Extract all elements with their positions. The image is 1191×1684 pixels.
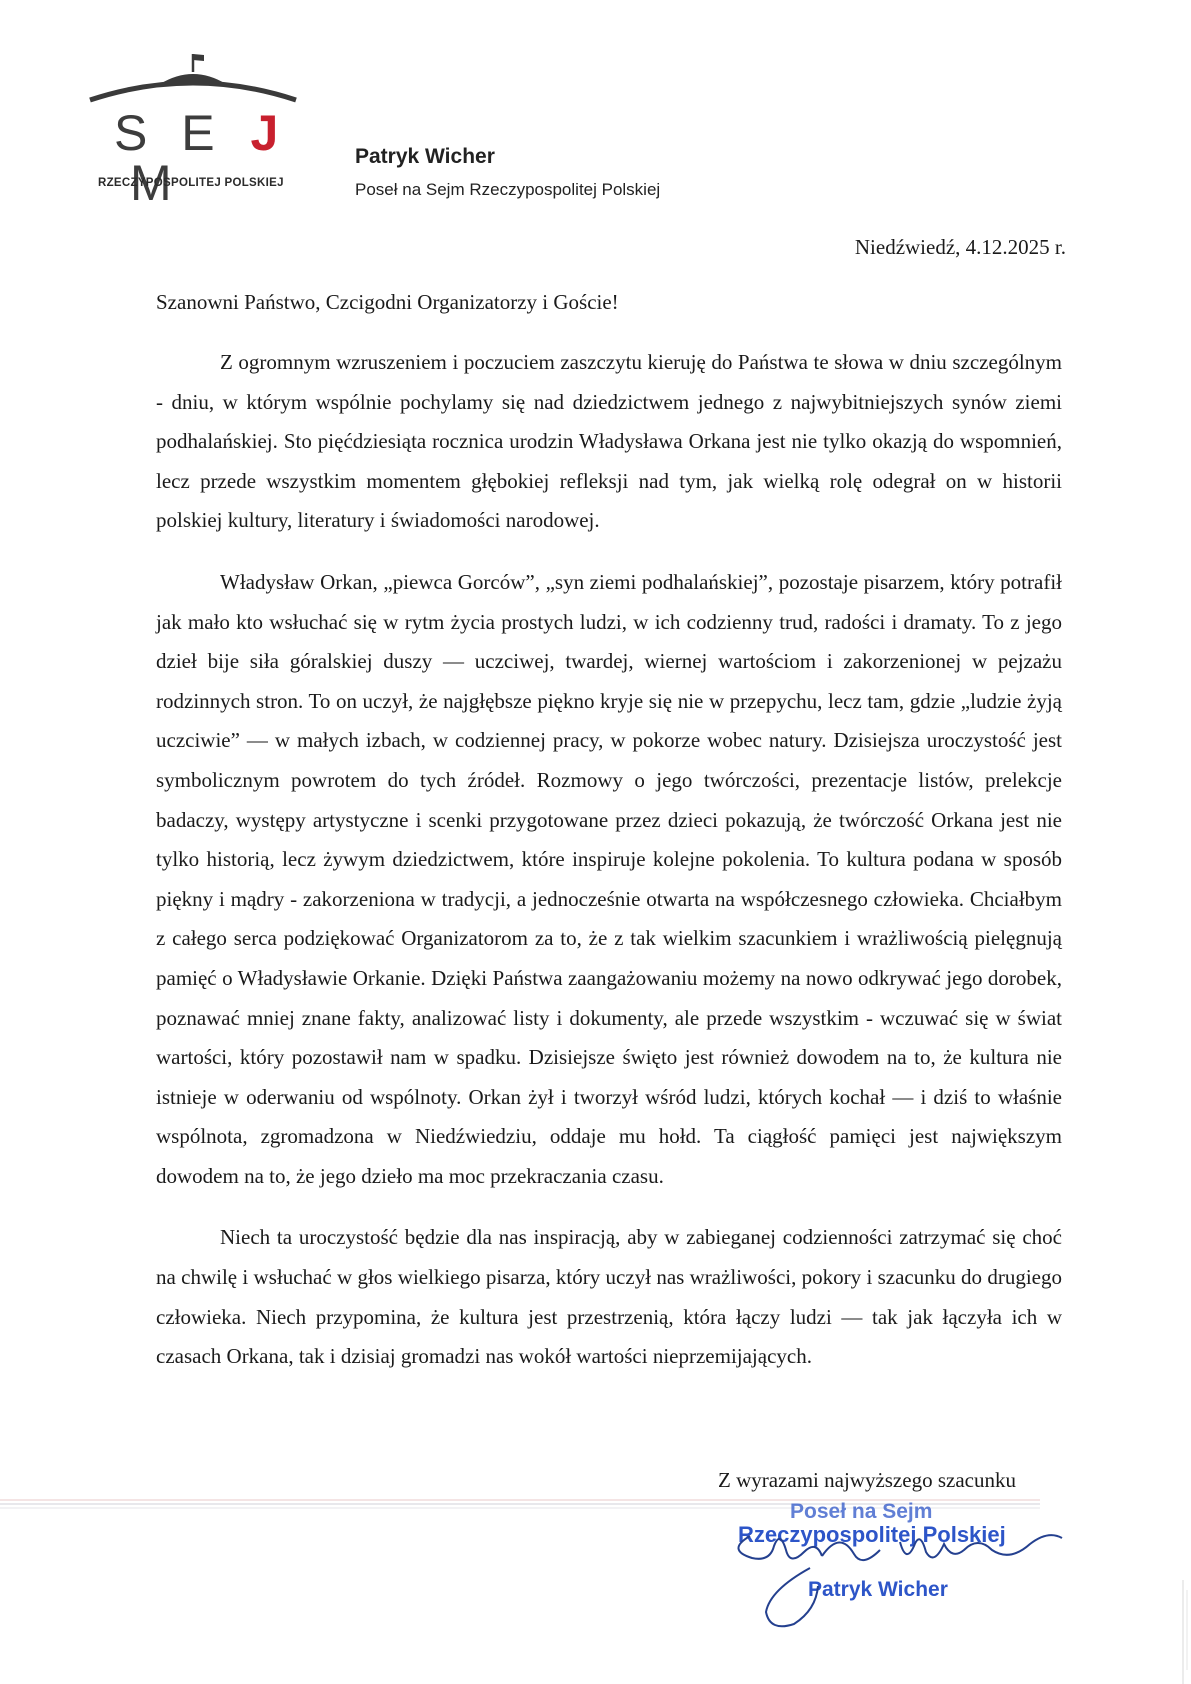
stamp-line-1: Poseł na Sejm — [790, 1500, 933, 1523]
paragraph-2: Władysław Orkan, „piewca Gorców”, „syn ziemi podhalańskiej”, pozostaje pisarzem, który potrafił jak mało kto wsłuchać się w rytm życia prostych ludzi, w ich codzienny trud, radości i dramaty. To z jego dzieł bije siła góralskiej duszy — uczciwej, twardej, wiernej wartościom i zakorzenionej w pejzażu rodzinnych stron. To on uczył, że najgłębsze piękno kryje się nie w przepychu, lecz tam, gdzie „ludzie żyją uczciwie” — w małych izbach, w codziennej pracy, w pokorze wobec natury. Dzisiejsza uroczystość jest symbolicznym powrotem do tych źródeł. Rozmowy o jego twórczości, prezentacje listów, prelekcje badaczy, występy artystyczne i scenki przygotowane przez dzieci pokazują, że twórczość Orkana jest nie tylko historią, lecz żywym dziedzictwem, które inspiruje kolejne pokolenia. To kultura podana w sposób piękny i mądry - zakorzeniona w tradycji, a jednocześnie otwarta na współczesnego człowieka. Chciałbym z całego serca podziękować Organizatorom za to, że z tak wielkim szacunkiem i wrażliwością pielęgnują pamięć o Władysławie Orkanie. Dzięki Państwa zaangażowaniu możemy na nowo odkrywać jego dorobek, poznawać mniej znane fakty, analizować listy i dokumenty, ale przede wszystkim - wczuwać się w świat wartości, który pozostawił nam w spadku. Dzisiejsze święto jest również dowodem na to, że kultura nie istnieje w oderwaniu od wspólnoty. Orkan żył i tworzył wśród ludzi, których kochał — i dziś to właśnie wspólnota, zgromadzona w Niedźwiedziu, oddaje mu hołd. Ta ciągłość pamięci jest największym dowodem na to, że jego dzieło ma moc przekraczania czasu. — [156, 569, 1062, 1188]
official-stamp — [730, 1500, 1070, 1630]
scan-edge-marks — [1161, 1580, 1191, 1684]
closing-phrase: Z wyrazami najwyższego szacunku — [718, 1468, 1016, 1492]
mp-name: Patryk Wicher — [355, 145, 495, 168]
stamp-line-3: Patryk Wicher — [808, 1578, 948, 1601]
sejm-logo — [88, 50, 298, 211]
logo-subtitle: RZECZYPOSPOLITEJ POLSKIEJ — [98, 177, 284, 189]
logo-letter-j: J — [250, 105, 282, 161]
paragraph-1: Z ogromnym wzruszeniem i poczuciem zaszczytu kieruję do Państwa te słowa w dniu szczególnym - dniu, w którym wspólnie pochylamy się nad dziedzictwem jednego z najwybitniejszych synów ziemi podhalańskiej. Sto pięćdziesiąta rocznica urodzin Władysława Orkana jest nie tylko okazją do wspomnień, lecz przede wszystkim momentem głębokiej refleksji nad tym, jak wielką rolę odegrał on w historii polskiej kultury, literatury i świadomości narodowej. — [156, 350, 1062, 533]
handwritten-signature — [730, 1500, 1070, 1630]
letter-body — [156, 343, 1062, 1399]
stamp-line-2: Rzeczypospolitej Polskiej — [738, 1522, 1006, 1547]
logo-letter-s: S — [114, 105, 151, 161]
sejm-wordmark — [114, 105, 284, 211]
salutation: Szanowni Państwo, Czcigodni Organizatorzy i Goście! — [156, 290, 619, 314]
mp-title: Poseł na Sejm Rzeczypospolitej Polskiej — [355, 180, 661, 199]
logo-letter-e: E — [181, 105, 218, 161]
paragraph-3: Niech ta uroczystość będzie dla nas inspiracją, aby w zabieganej codzienności zatrzymać się choć na chwilę i wsłuchać w głos wielkiego pisarza, który uczył nas wrażliwości, pokory i szacunku do drugiego człowieka. Niech przypomina, że kultura jest przestrzenią, która łączy ludzi — tak jak łączyła ich w czasach Orkana, tak i dzisiaj gromadzi nas wokół wartości nieprzemijających. — [156, 1225, 1062, 1369]
logo-letter-m: M — [130, 155, 175, 211]
letter-date: Niedźwiedź, 4.12.2025 r. — [854, 235, 1066, 259]
